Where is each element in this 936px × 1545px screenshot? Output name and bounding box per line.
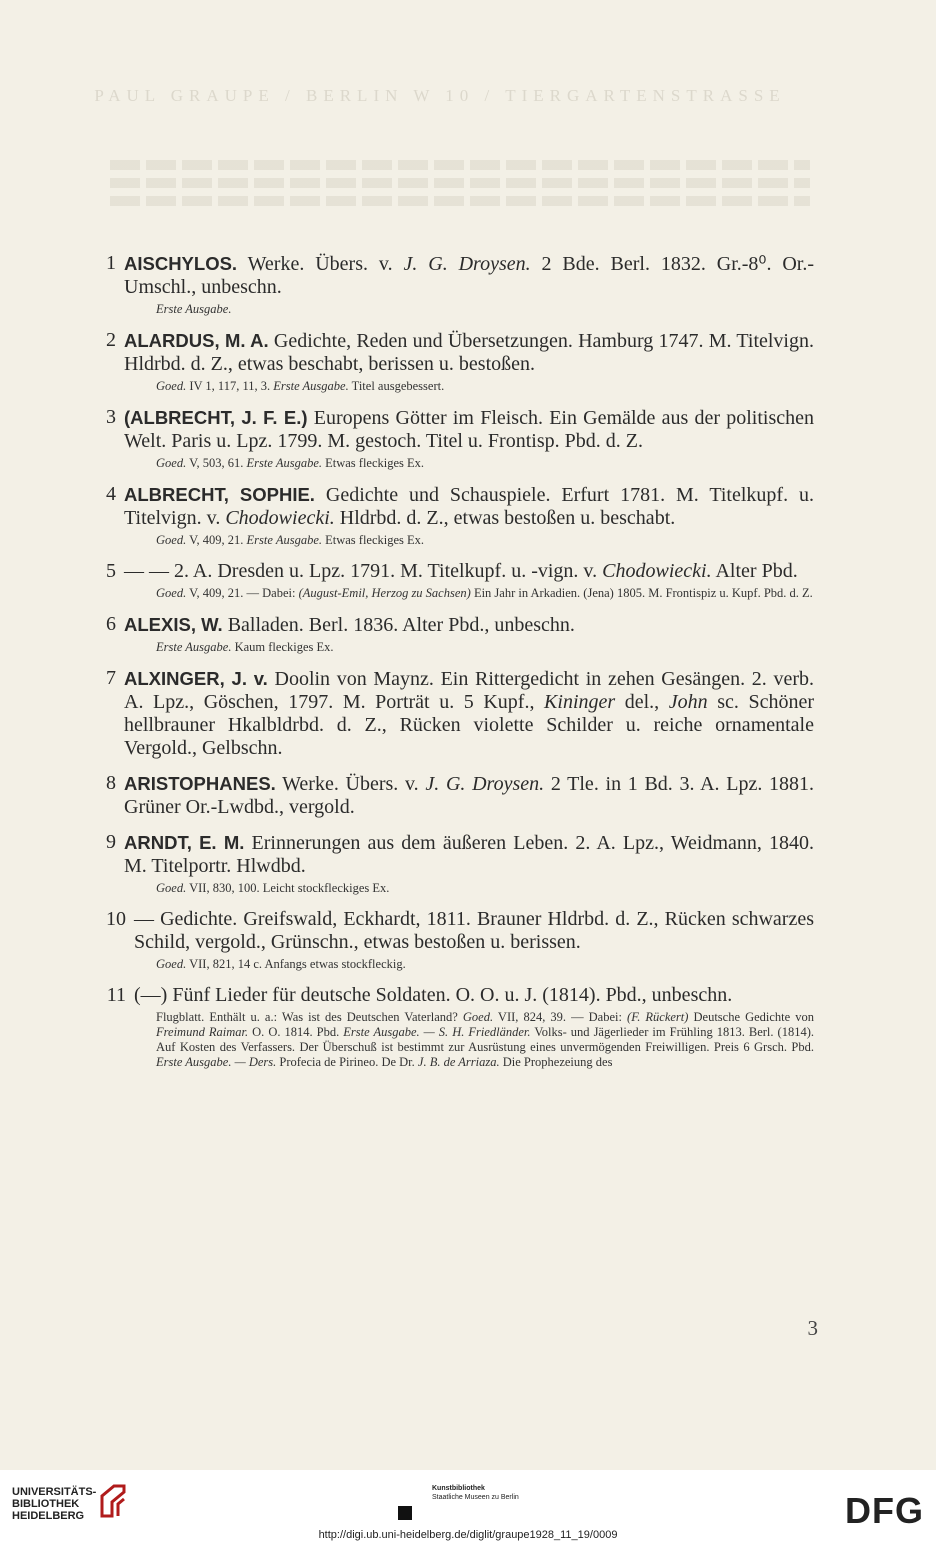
kunstbibliothek-mark-icon <box>398 1506 412 1520</box>
entry-note: Flugblatt. Enthält u. a.: Was ist des Deutschen Vaterland? Goed. VII, 824, 39. — Dabei: (F. Rückert) Deutsche Gedichte von Freimund Raimar. O. O. 1814. Pbd. Erste Ausgabe. — S. H. Friedländer. Volks- und Jägerlieder im Frühling 1813. Berl. (1814). Auf Kosten des Verfassers. Der Überschuß ist bestimmt zur Ausrüstung eines unvermögenden Freiwilligen. Preis 6 Grsch. Pbd. Erste Ausgabe. — Ders. Profecia de Pirineo. De Dr. J. B. de Arriaza. Die Prophezeiung des <box>156 1010 815 1069</box>
entry-number: 5 <box>106 560 116 582</box>
catalog-entry-7 <box>94 667 814 760</box>
entry-author: ARISTOPHANES. <box>124 773 276 794</box>
entry-number: 7 <box>106 667 116 689</box>
catalog-entry-2 <box>94 329 814 394</box>
entry-number: 4 <box>106 483 116 505</box>
entry-number: 2 <box>106 329 116 351</box>
entry-author: ALEXIS, W. <box>124 614 223 635</box>
entry-note: Goed. IV 1, 117, 11, 3. Erste Ausgabe. Titel ausgebessert. <box>156 379 445 393</box>
entry-note: Goed. V, 503, 61. Erste Ausgabe. Etwas fleckiges Ex. <box>156 456 425 470</box>
entry-text: (—) Fünf Lieder für deutsche Soldaten. O. O. u. J. (1814). Pbd., unbeschn. <box>134 984 733 1006</box>
entry-text: ALARDUS, M. A. Gedichte, Reden und Übersetzungen. Hamburg 1747. M. Titelvign. Hldrbd. d. Z., etwas beschabt, berissen u. bestoßen. <box>124 330 814 375</box>
entry-author: ALXINGER, J. v. <box>124 668 268 689</box>
catalog-entries <box>94 252 814 1082</box>
entry-number: 10 <box>106 908 126 930</box>
entry-text: (ALBRECHT, J. F. E.) Europens Götter im Fleisch. Ein Gemälde aus der politischen Welt. Paris u. Lpz. 1799. M. gestoch. Titel u. Frontisp. Pbd. d. Z. <box>124 407 815 452</box>
catalog-entry-3 <box>94 406 814 471</box>
entry-number: 9 <box>106 831 116 853</box>
bleed-through-text <box>110 178 810 188</box>
catalog-entry-8 <box>94 772 814 819</box>
entry-note: Goed. V, 409, 21. — Dabei: (August-Emil, Herzog zu Sachsen) Ein Jahr in Arkadien. (Jena) 1805. M. Frontispiz u. Kupf. Pbd. d. Z. <box>156 586 813 600</box>
entry-note: Goed. VII, 830, 100. Leicht stockfleckiges Ex. <box>156 881 390 895</box>
entry-author: ARNDT, E. M. <box>124 832 245 853</box>
entry-number: 3 <box>106 406 116 428</box>
entry-text: — Gedichte. Greifswald, Eckhardt, 1811. Brauner Hldrbd. d. Z., Rücken schwarzes Schild, vergold., Grünschn., etwas bestoßen u. berissen. <box>134 908 814 953</box>
bleed-through-header: PAUL GRAUPE / BERLIN W 10 / TIERGARTENSTRASSE <box>94 86 786 105</box>
entry-author: ALARDUS, M. A. <box>124 330 269 351</box>
page-number: 3 <box>807 1316 818 1340</box>
entry-author: AISCHYLOS. <box>124 253 238 274</box>
entry-text: AISCHYLOS. Werke. Übers. v. J. G. Droysen. 2 Bde. Berl. 1832. Gr.-8⁰. Or.-Umschl., unbeschn. <box>124 253 815 298</box>
entry-note: Erste Ausgabe. Kaum fleckiges Ex. <box>156 640 334 654</box>
catalog-entry-11 <box>94 984 814 1070</box>
entry-text: ALXINGER, J. v. Doolin von Maynz. Ein Rittergedicht in zehen Gesängen. 2. verb. A. Lpz., Göschen, 1797. M. Porträt u. 5 Kupf., Kininger del., John sc. Schöner hellbrauner Hkalbldrbd. d. Z., Rücken violette Schilder u. reiche ornamentale Vergold., Gelbschn. <box>124 668 815 759</box>
entry-text: ALBRECHT, SOPHIE. Gedichte und Schauspiele. Erfurt 1781. M. Titelkupf. u. Titelvign. v. Chodowiecki. Hldrbd. d. Z., etwas bestoßen u. beschabt. <box>124 484 814 529</box>
viewer-footer <box>0 1470 936 1545</box>
entry-note: Goed. V, 409, 21. Erste Ausgabe. Etwas fleckiges Ex. <box>156 533 425 547</box>
entry-text: ARISTOPHANES. Werke. Übers. v. J. G. Droysen. 2 Tle. in 1 Bd. 3. A. Lpz. 1881. Grüner Or.-Lwdbd., vergold. <box>124 773 815 818</box>
permalink-url[interactable]: http://digi.ub.uni-heidelberg.de/diglit/graupe1928_11_19/0009 <box>318 1529 618 1541</box>
entry-note: Goed. VII, 821, 14 c. Anfangs etwas stockfleckig. <box>156 957 406 971</box>
entry-number: 6 <box>106 613 116 635</box>
kunstbibliothek-logo[interactable]: Kunstbibliothek Staatliche Museen zu Berlin <box>432 1485 519 1501</box>
bleed-through-text <box>110 196 810 206</box>
entry-text: — — 2. A. Dresden u. Lpz. 1791. M. Titelkupf. u. -vign. v. Chodowiecki. Alter Pbd. <box>124 560 798 582</box>
entry-note: Erste Ausgabe. <box>156 302 232 316</box>
catalog-entry-10 <box>94 908 814 972</box>
catalog-entry-6 <box>94 613 814 655</box>
bleed-through-text <box>110 160 810 170</box>
entry-number: 11 <box>106 984 126 1006</box>
entry-number: 1 <box>106 252 116 274</box>
entry-author: ALBRECHT, SOPHIE. <box>124 484 315 505</box>
entry-text: ALEXIS, W. Balladen. Berl. 1836. Alter Pbd., unbeschn. <box>124 614 575 636</box>
dfg-logo[interactable]: DFG <box>845 1490 924 1531</box>
entry-text: ARNDT, E. M. Erinnerungen aus dem äußeren Leben. 2. A. Lpz., Weidmann, 1840. M. Titelportr. Hlwdbd. <box>124 832 815 877</box>
entry-number: 8 <box>106 772 116 794</box>
entry-author: (ALBRECHT, J. F. E.) <box>124 407 308 428</box>
catalog-entry-4 <box>94 483 814 548</box>
catalog-entry-9 <box>94 831 814 896</box>
catalog-entry-1 <box>94 252 814 317</box>
heidelberg-library-logo[interactable]: UNIVERSITÄTS- BIBLIOTHEK HEIDELBERG <box>12 1486 97 1522</box>
catalog-entry-5 <box>94 560 814 601</box>
library-emblem-icon <box>98 1482 128 1520</box>
